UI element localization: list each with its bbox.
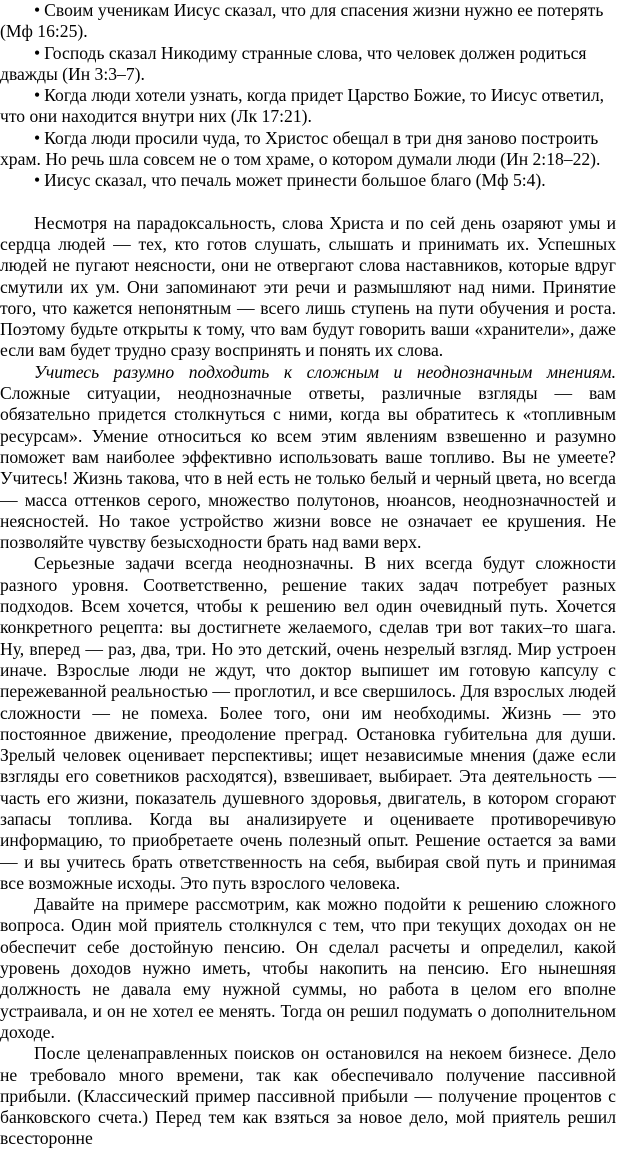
bullet-marker: • (34, 127, 41, 148)
bullet-text: Когда люди хотели узнать, когда придет Царство Божие, то Иисус ответил, что они находится внутри них (Лк 17:21). (0, 85, 605, 127)
paragraph: После целенаправленных поисков он остановился на некоем бизнесе. Дело не требовало много времени, так как обеспечивало получение пассивной прибыли. (Классический пример пассивной прибыли — получение процентов с банковского счета.) Перед тем как взяться за новое дело, мой приятель решил всесторонне (0, 1043, 616, 1149)
bullet-text: Своим ученикам Иисус сказал, что для спасения жизни нужно ее потерять (Мф 16:25). (0, 0, 604, 42)
paragraph-spacer (0, 192, 616, 213)
bullet-item (0, 85, 616, 128)
bullet-item (0, 128, 616, 171)
paragraph: Серьезные задачи всегда неоднозначны. В них всегда будут сложности разного уровня. Соответственно, решение таких задач потребует разных подходов. Всем хочется, чтобы к решению вел один очевидный путь. Хочется конкретного рецепта: вы достигнете желаемого, сделав три вот таких–то шага. Ну, вперед — раз, два, три. Но это детский, очень незрелый взгляд. Мир устроен иначе. Взрослые люди не ждут, что доктор выпишет им готовую капсулу с пережеванной реальностью — проглотил, и все свершилось. Для взрослых людей сложности — не помеха. Более того, они им необходимы. Жизнь — это постоянное движение, преодоление преград. Остановка губительна для души. Зрелый человек оценивает перспективы; ищет независимые мнения (даже если взгляды его советников расходятся), взвешивает, выбирает. Эта деятельность — часть его жизни, показатель душевного здоровья, двигатель, в котором сгорают запасы топлива. Когда вы анализируете и оцениваете противоречивую информацию, то приобретаете очень полезный опыт. Решение остается за вами — и вы учитесь брать ответственность на себя, выбирая свой путь и принимая все возможные исходы. Это путь взрослого человека. (0, 553, 616, 893)
paragraph: Несмотря на парадоксальность, слова Христа и по сей день озаряют умы и сердца людей — тех, кто готов слушать, слышать и принимать их. Успешных людей не пугают неясности, они не отвергают слова наставников, которые вдруг смутили их ум. Они запоминают эти речи и размышляют над ними. Принятие того, что кажется непонятным — всего лишь ступень на пути обучения и роста. Поэтому будьте открыты к тому, что вам будут говорить ваши «хранители», даже если вам будет трудно сразу воспринять и понять их слова. (0, 212, 616, 361)
bullet-text: Иисус сказал, что печаль может принести большое благо (Мф 5:4). (44, 170, 546, 191)
body-text (0, 213, 616, 1150)
bullet-text: Когда люди просили чуда, то Христос обещал в три дня заново построить храм. Но речь шла совсем не о том храме, о котором думали люди (Ин 2:18–22). (0, 127, 601, 170)
bullet-marker: • (34, 85, 41, 106)
paragraph-italic-lead (0, 362, 616, 554)
bullet-list (0, 0, 616, 192)
bullet-marker: • (34, 170, 41, 191)
bullet-marker: • (34, 0, 41, 20)
bullet-item (0, 43, 616, 86)
bullet-text: Господь сказал Никодиму странные слова, что человек должен родиться дважды (Ин 3:3–7). (0, 42, 587, 84)
paragraph-rest: Сложные ситуации, неоднозначные ответы, различные взгляды — вам обязательно придется столкнуться с ними, когда вы обратитесь к «топливным ресурсам». Умение относиться ко всем этим явлениям взвешенно и разумно поможет вам наиболее эффективно использовать ваше топливо. Вы не умеете? Учитесь! Жизнь такова, что в ней есть не только белый и черный цвета, но всегда — масса оттенков серого, множество полутонов, нюансов, неоднозначностей и неясностей. Но такое устройство жизни вовсе не означает ее крушения. Не позволяйте чувству безысходности брать над вами верх. (0, 383, 616, 553)
bullet-item (0, 170, 616, 191)
italic-lead-text: Учитесь разумно подходить к сложным и неоднозначным мнениям. (34, 361, 616, 382)
bullet-marker: • (34, 42, 41, 63)
bullet-item (0, 0, 616, 43)
paragraph: Давайте на примере рассмотрим, как можно подойти к решению сложного вопроса. Один мой приятель столкнулся с тем, что при текущих доходах он не обеспечит себе достойную пенсию. Он сделал расчеты и определил, какой уровень доходов нужно иметь, чтобы накопить на пенсию. Его нынешняя должность не давала ему нужной суммы, но работа в целом его вполне устраивала, и он не хотел ее менять. Тогда он решил подумать о дополнительном доходе. (0, 894, 616, 1042)
